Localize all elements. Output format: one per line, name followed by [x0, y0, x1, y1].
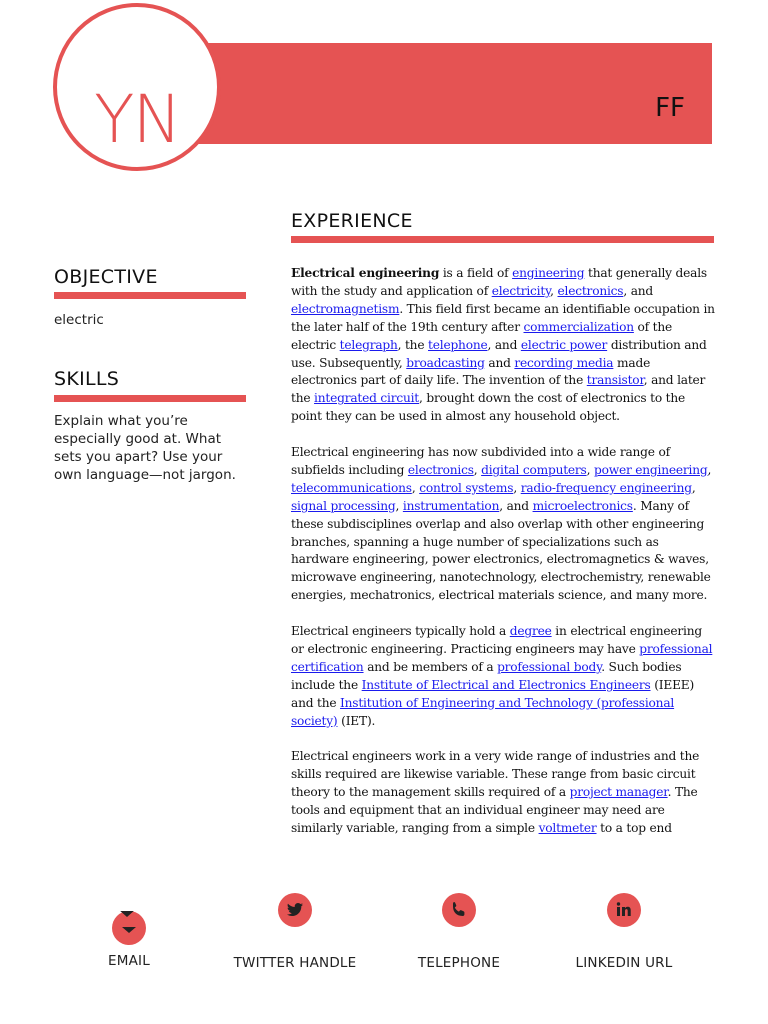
contact-email[interactable] — [54, 893, 204, 969]
bold-term: Electrical engineering — [291, 266, 440, 280]
link-voltmeter[interactable]: voltmeter — [538, 821, 597, 836]
telephone-label: TELEPHONE — [417, 955, 501, 971]
link-power-engineering[interactable]: power engineering — [593, 462, 708, 477]
email-icon[interactable] — [112, 911, 146, 945]
link-transistor[interactable]: transistor — [586, 373, 644, 388]
twitter-label: TWITTER HANDLE — [233, 955, 357, 971]
monogram-circle — [53, 3, 221, 171]
link-control-systems[interactable]: control systems — [419, 480, 514, 495]
email-label: EMAIL — [108, 953, 150, 969]
link-instrumentation[interactable]: instrumentation — [402, 498, 500, 513]
link-electricity[interactable]: electricity — [491, 283, 551, 298]
experience-body — [291, 265, 715, 856]
experience-rule — [291, 236, 714, 243]
twitter-icon[interactable] — [278, 893, 312, 927]
link-microelectronics[interactable]: microelectronics — [532, 498, 633, 513]
link-digital-computers[interactable]: digital computers — [481, 462, 587, 477]
link-electric-power[interactable]: electric power — [520, 337, 608, 352]
objective-heading: OBJECTIVE — [54, 266, 158, 288]
telephone-icon[interactable] — [442, 893, 476, 927]
skills-text: Explain what you’re especially good at. What sets you apart? Use your own language—not jargon. — [54, 413, 236, 483]
link-electromagnetism[interactable]: electromagnetism — [291, 301, 400, 316]
link-degree[interactable]: degree — [509, 624, 552, 639]
link-professional-body[interactable]: professional body — [497, 659, 602, 674]
experience-paragraph-4: Electrical engineers work in a very wide range of industries and the skills required are likewise variable. These range from basic circuit theory to the management skills required of a project manager. The tools and equipment that an individual engineer may need are similarly variable, ranging from a simple voltmeter to a top end — [291, 749, 700, 836]
link-commercialization[interactable]: commercialization — [523, 319, 634, 334]
link-telegraph[interactable]: telegraph — [339, 337, 398, 352]
linkedin-label: LINKEDIN URL — [575, 955, 673, 971]
link-telephone[interactable]: telephone — [428, 337, 488, 352]
monogram-initials: YN — [94, 81, 180, 158]
contact-linkedin[interactable] — [549, 893, 699, 971]
objective-text: electric — [54, 312, 104, 328]
skills-rule — [54, 395, 246, 402]
link-recording-media[interactable]: recording media — [514, 355, 614, 370]
skills-heading: SKILLS — [54, 368, 120, 390]
name-text: FF — [655, 93, 685, 123]
link-electronics[interactable]: electronics — [557, 283, 624, 298]
experience-paragraph-1: Electrical engineering is a field of engineering that generally deals with the study and application of electricity, electronics, and electromagnetism. This field first became an identifiable occupation in the later half of the 19th century after commercialization of the electric telegraph, the telephone, and electric power distribution and use. Subsequently, broadcasting and recording media made electronics part of daily life. The invention of the transistor, and later the integrated circuit, brought down the cost of electronics to the point they can be used in almost any household object. — [291, 266, 715, 424]
linkedin-icon[interactable] — [607, 893, 641, 927]
experience-heading: EXPERIENCE — [291, 210, 413, 232]
link-rf-engineering[interactable]: radio-frequency engineering — [520, 480, 692, 495]
link-signal-processing[interactable]: signal processing — [291, 498, 396, 513]
experience-paragraph-3: Electrical engineers typically hold a degree in electrical engineering or electronic engineering. Practicing engineers may have professional certification and be members of a professional body. Such bodies include the Institute of Electrical and Electronics Engineers (IEEE) and the Institution of Engineering and Technology (professional society) (IET). — [291, 624, 713, 728]
link-ieee[interactable]: Institute of Electrical and Electronics Engineers — [361, 677, 651, 692]
link-electronics-2[interactable]: electronics — [407, 462, 474, 477]
link-professional-certification[interactable]: professional certification — [291, 642, 713, 674]
link-broadcasting[interactable]: broadcasting — [406, 355, 485, 370]
link-project-manager[interactable]: project manager — [569, 785, 668, 800]
contact-telephone[interactable] — [384, 893, 534, 971]
contact-twitter[interactable] — [220, 893, 370, 971]
objective-rule — [54, 292, 246, 299]
link-engineering[interactable]: engineering — [512, 266, 585, 280]
link-iet[interactable]: Institution of Engineering and Technology (professional society) — [291, 695, 675, 728]
link-integrated-circuit[interactable]: integrated circuit — [314, 391, 420, 406]
link-telecommunications[interactable]: telecommunications — [291, 480, 412, 495]
experience-paragraph-2: Electrical engineering has now subdivided into a wide range of subfields including electronics, digital computers, power engineering, telecommunications, control systems, radio-frequency engineering, signal processing, instrumentation, and microelectronics. Many of these subdisciplines overlap and also overlap with other engineering branches, spanning a huge number of specializations such as hardware engineering, power electronics, electromagnetics & waves, microwave engineering, nanotechnology, electrochemistry, renewable energies, mechatronics, electrical materials science, and many more. — [291, 445, 712, 603]
